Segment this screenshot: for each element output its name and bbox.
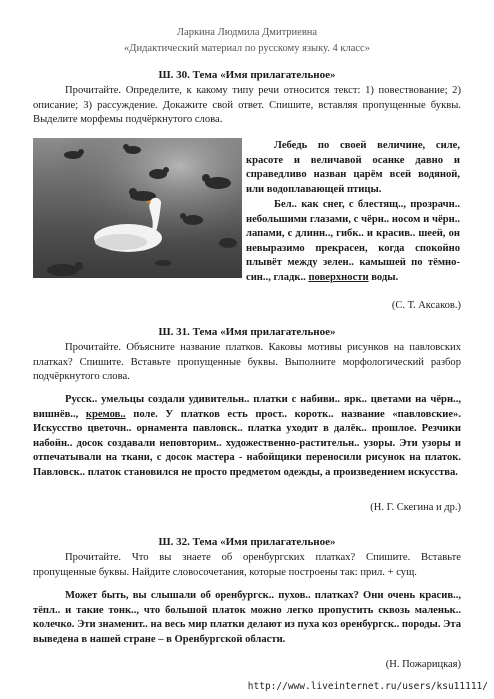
section-32-title: Ш. 32. Тема «Имя прилагательное» <box>158 536 336 548</box>
swan-and-ducks-image <box>33 138 242 278</box>
header-author: Ларкина Людмила Дмитриевна <box>176 27 318 38</box>
underlined-word: поверхности <box>308 271 369 283</box>
section-32-task: Прочитайте. Что вы знаете об оренбургских платках? Спишите. Вставьте пропущенные буквы. Найдите словосочетания, которые построены так: прил. + сущ. <box>33 552 461 578</box>
section-30-source: (С. Т. Аксаков.) <box>391 300 461 311</box>
underlined-word: кремов.. <box>85 408 126 420</box>
section-30-text-p2-end: воды. <box>368 271 399 283</box>
section-30-text-p2-start: Бел.. как снег, с блестящ.., прозрачн.. небольшими глазами, с чёрн.. носом и чёрн.. лапами, с длинн.., гибк.. и красив.. шеей, он невыразимо прекрасен, когда спокойно плывёт между зелен.. камышей по тёмно-син.., гладк.. <box>246 199 460 283</box>
section-31-text <box>33 393 461 481</box>
section-31-text-start: Русск.. умельцы создали удивительн.. платки с набиви.. ярк.. цветами на чёрн.., вишнёв.., <box>33 394 461 420</box>
section-30-text-p2 <box>246 198 460 286</box>
section-30-task: Прочитайте. Определите, к какому типу речи относится текст: 1) повествование; 2) описание; 3) рассуждение. Докажите свой ответ. Спишите, вставляя пропущенные буквы. Выделите морфемы подчёркнутого слова. <box>33 85 461 126</box>
section-30-text-p1: Лебедь по своей величине, силе, красоте и величавой осанке давно и справедливо назван царём всей водяной, или водоплавающей птицы. <box>246 140 460 195</box>
section-32-text: Может быть, вы слышали об оренбургск.. пухов.. платках? Они очень красив.., тёпл.. и такие тонк.., что большой платок можно легко пропустить сквозь маленьк.. колечко. Эти знаменит.. на весь мир платки делают из пуха коз оренбургск.. породы. Эта выведена в нашей стране – в Оренбургской области. <box>33 590 461 645</box>
section-31-title: Ш. 31. Тема «Имя прилагательное» <box>158 326 336 338</box>
section-31-source: (Н. Г. Скегина и др.) <box>370 502 461 513</box>
section-30-title: Ш. 30. Тема «Имя прилагательное» <box>158 69 336 81</box>
swan-photo <box>33 138 242 278</box>
section-31-text-end: поле. У платков есть прост.. коротк.. название «павловские». Искусство цветочн.. орнамента павловск.. платка уходит в далёк.. прошлое. Резчики набойн.. досок создавали неповторим.. художественно-растительн.. узоры. Эти узоры и отпечатывали на ткани, с досок мастера - набойщики переносили рисунок на платок. Павловск.. платок становился не просто предметом одежды, а произведением искусства. <box>33 408 461 478</box>
section-32-source: (Н. Пожарицкая) <box>385 659 461 670</box>
section-31-task: Прочитайте. Объясните название платков. Каковы мотивы рисунков на павловских платках? Спишите. Вставьте пропущенные буквы. Выполните морфологический разбор подчёркнутого слова. <box>33 342 461 383</box>
header-subtitle: «Дидактический материал по русскому языку. 4 класс» <box>124 43 370 54</box>
footer-url: http://www.liveinternet.ru/users/ksu11111/ <box>247 681 488 692</box>
